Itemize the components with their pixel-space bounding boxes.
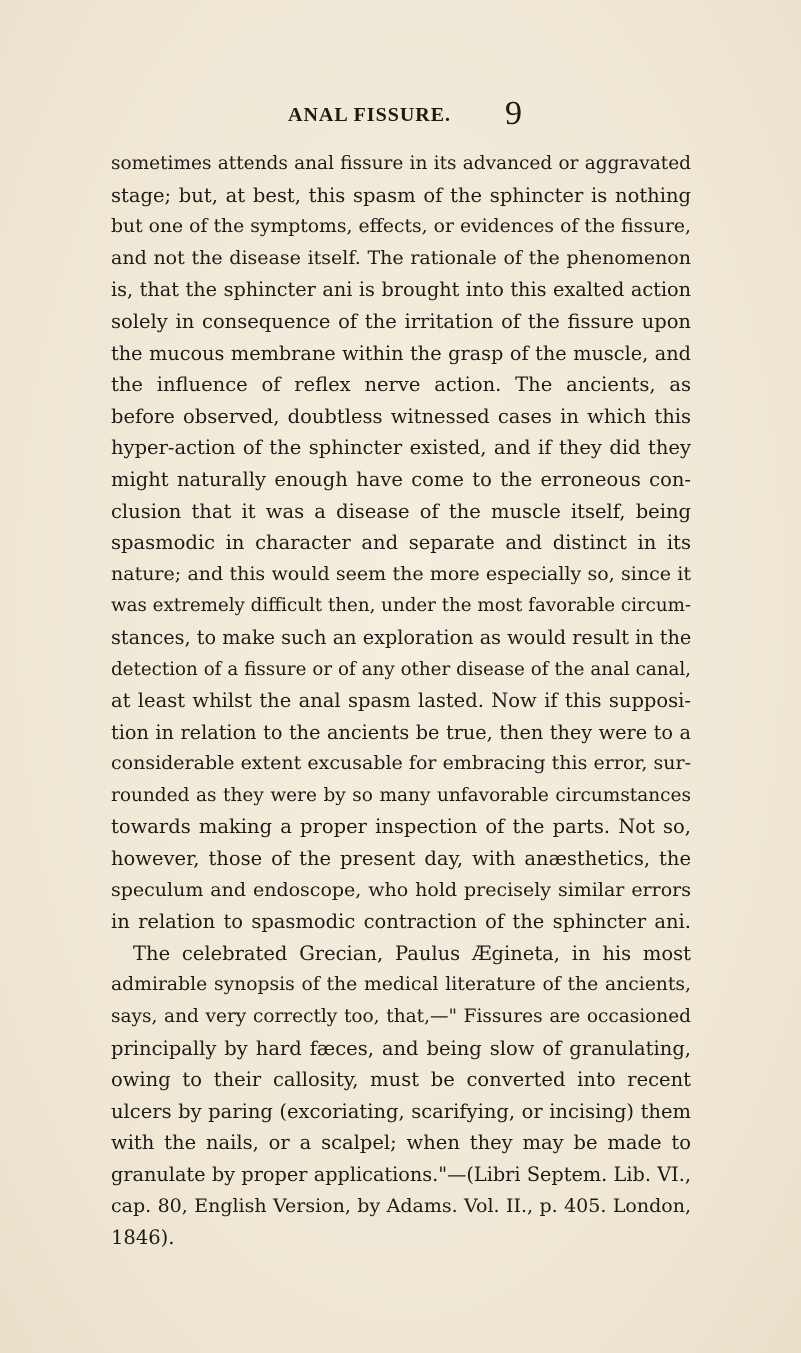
text-line: might naturally enough have come to the erroneous con-	[111, 467, 691, 491]
text-line: the influence of reflex nerve action. The ancients, as	[111, 373, 691, 397]
text-line: hyper-action of the sphincter existed, and if they did they	[111, 436, 691, 460]
text-line: cap. 80, English Version, by Adams. Vol. II., p. 405. London,	[111, 1194, 691, 1217]
text-line: at least whilst the anal spasm lasted. Now if this supposi-	[111, 689, 691, 713]
text-line: stage; but, at best, this spasm of the sphincter is nothing	[111, 183, 691, 207]
text-line: detection of a fissure or of any other disease of the anal canal,	[111, 658, 691, 680]
text-line: before observed, doubtless witnessed cases in which this	[111, 404, 691, 428]
text-line: stances, to make such an exploration as would result in the	[111, 625, 692, 649]
text-line: towards making a proper inspection of the parts. Not so,	[111, 815, 691, 839]
text-line: but one of the symptoms, effects, or evidences of the fissure,	[111, 216, 691, 238]
text-line: owing to their callosity, must be converted into recent	[111, 1068, 691, 1092]
text-line: solely in consequence of the irritation of the fissure upon	[111, 309, 691, 333]
text-line: spasmodic in character and separate and distinct in its	[111, 531, 691, 555]
text-line: admirable synopsis of the medical literature of the ancients,	[111, 974, 691, 996]
text-line: nature; and this would seem the more especially so, since it	[111, 562, 691, 585]
text-line: was extremely difficult then, under the most favorable circum-	[111, 595, 692, 617]
body-text	[111, 148, 691, 1254]
text-line: clusion that it was a disease of the muscle itself, being	[111, 499, 691, 523]
text-line: The celebrated Grecian, Paulus Ægineta, in his most	[133, 941, 691, 965]
text-line: rounded as they were by so many unfavorable circumstances	[111, 784, 691, 806]
text-line: in relation to spasmodic contraction of the sphincter ani.	[111, 910, 691, 934]
text-line: and not the disease itself. The rationale of the phenomenon	[111, 246, 691, 269]
text-line: speculum and endoscope, who hold precisely similar errors	[111, 878, 691, 901]
text-line: principally by hard fæces, and being slow of granulating,	[111, 1036, 691, 1060]
page-number: 9	[505, 95, 522, 132]
running-title: ANAL FISSURE.	[288, 104, 452, 126]
text-line: tion in relation to the ancients be true, then they were to a	[111, 720, 691, 744]
text-line: is, that the sphincter ani is brought into this exalted action	[111, 278, 691, 302]
text-line: 1846).	[111, 1226, 175, 1250]
text-line: sometimes attends anal fissure in its advanced or aggravated	[111, 153, 691, 174]
text-line: granulate by proper applications."—(Libri Septem. Lib. VI.,	[111, 1163, 691, 1186]
text-line: ulcers by paring (excoriating, scarifying, or incising) them	[111, 1099, 691, 1123]
text-line: however, those of the present day, with anæsthetics, the	[111, 847, 691, 871]
text-line: considerable extent excusable for embracing this error, sur-	[111, 752, 691, 775]
text-line: with the nails, or a scalpel; when they may be made to	[111, 1131, 691, 1155]
text-line: the mucous membrane within the grasp of the muscle, and	[111, 341, 691, 365]
text-line: says, and very correctly too, that,—" Fissures are occasioned	[111, 1006, 691, 1028]
